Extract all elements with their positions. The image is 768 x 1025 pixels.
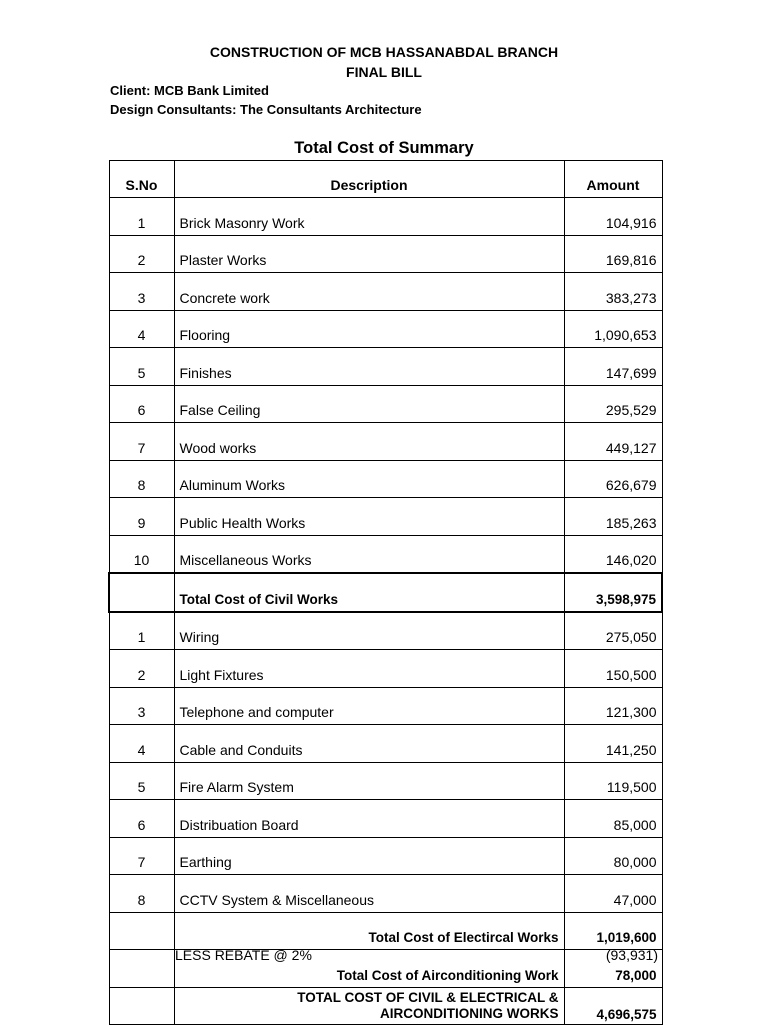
col-header-amount: Amount xyxy=(564,161,662,198)
sno-cell: 8 xyxy=(109,875,174,913)
table-row xyxy=(109,762,662,800)
sno-cell: 7 xyxy=(109,423,174,461)
electrical-total-amount: 1,019,600 xyxy=(564,912,662,950)
table-row xyxy=(109,725,662,763)
description-cell: Fire Alarm System xyxy=(174,762,564,800)
amount-cell: 141,250 xyxy=(564,725,662,763)
sno-cell: 3 xyxy=(109,273,174,311)
description-cell: Concrete work xyxy=(174,273,564,311)
amount-cell: 85,000 xyxy=(564,800,662,838)
table-row xyxy=(109,650,662,688)
aircon-total-label: Total Cost of Airconditioning Work xyxy=(174,950,564,988)
sno-cell: 2 xyxy=(109,235,174,273)
table-row xyxy=(109,423,662,461)
sno-cell: 4 xyxy=(109,725,174,763)
description-cell: False Ceiling xyxy=(174,385,564,423)
description-cell: Wiring xyxy=(174,612,564,650)
rebate-label: LESS REBATE @ 2% xyxy=(175,947,312,963)
grand-total-label-line2: AIRCONDITIONING WORKS xyxy=(380,1005,559,1021)
amount-cell: 80,000 xyxy=(564,837,662,875)
empty-cell xyxy=(109,912,174,950)
table-row xyxy=(109,687,662,725)
table-row xyxy=(109,837,662,875)
amount-cell: 626,679 xyxy=(564,460,662,498)
table-row xyxy=(109,612,662,650)
description-cell: Cable and Conduits xyxy=(174,725,564,763)
amount-cell: 47,000 xyxy=(564,875,662,913)
table-row xyxy=(109,498,662,536)
table-row xyxy=(109,273,662,311)
sno-cell: 5 xyxy=(109,348,174,386)
description-cell: CCTV System & Miscellaneous xyxy=(174,875,564,913)
civil-total-amount: 3,598,975 xyxy=(564,573,662,612)
description-cell: Telephone and computer xyxy=(174,687,564,725)
project-title: CONSTRUCTION OF MCB HASSANABDAL BRANCH xyxy=(209,44,559,60)
sno-cell: 3 xyxy=(109,687,174,725)
description-cell: Wood works xyxy=(174,423,564,461)
description-cell: Light Fixtures xyxy=(174,650,564,688)
sno-cell: 8 xyxy=(109,460,174,498)
amount-cell: 119,500 xyxy=(564,762,662,800)
amount-cell: 147,699 xyxy=(564,348,662,386)
sno-cell: 4 xyxy=(109,310,174,348)
sno-cell: 10 xyxy=(109,535,174,573)
client-line: Client: MCB Bank Limited xyxy=(110,83,269,98)
sno-cell: 2 xyxy=(109,650,174,688)
table-row xyxy=(109,198,662,236)
sno-cell: 7 xyxy=(109,837,174,875)
description-cell: Aluminum Works xyxy=(174,460,564,498)
description-cell: Plaster Works xyxy=(174,235,564,273)
col-header-sno: S.No xyxy=(109,161,174,198)
grand-total-row xyxy=(109,987,662,1024)
empty-cell xyxy=(109,573,174,612)
electrical-total-row xyxy=(109,912,662,950)
amount-cell: 275,050 xyxy=(564,612,662,650)
amount-cell: 169,816 xyxy=(564,235,662,273)
table-row xyxy=(109,235,662,273)
sno-cell: 1 xyxy=(109,612,174,650)
sno-cell: 5 xyxy=(109,762,174,800)
amount-cell: 146,020 xyxy=(564,535,662,573)
civil-total-label: Total Cost of Civil Works xyxy=(174,573,564,612)
table-header-row xyxy=(109,161,662,198)
empty-cell xyxy=(109,950,174,988)
grand-total-amount: 4,696,575 xyxy=(564,987,662,1024)
description-cell: Miscellaneous Works xyxy=(174,535,564,573)
empty-cell xyxy=(109,987,174,1024)
description-cell: Flooring xyxy=(174,310,564,348)
amount-cell: 104,916 xyxy=(564,198,662,236)
sno-cell: 9 xyxy=(109,498,174,536)
cost-summary-table xyxy=(108,160,663,1025)
table-row xyxy=(109,875,662,913)
bill-title: FINAL BILL xyxy=(346,64,422,80)
consultants-line: Design Consultants: The Consultants Architecture xyxy=(110,102,422,117)
rebate-amount: (93,931) xyxy=(605,947,658,963)
sno-cell: 1 xyxy=(109,198,174,236)
description-cell: Public Health Works xyxy=(174,498,564,536)
grand-total-label-line1: TOTAL COST OF CIVIL & ELECTRICAL & xyxy=(297,989,559,1005)
description-cell: Distribuation Board xyxy=(174,800,564,838)
grand-total-label xyxy=(174,987,564,1024)
sno-cell: 6 xyxy=(109,385,174,423)
table-row xyxy=(109,310,662,348)
description-cell: Brick Masonry Work xyxy=(174,198,564,236)
amount-cell: 295,529 xyxy=(564,385,662,423)
description-cell: Finishes xyxy=(174,348,564,386)
amount-cell: 185,263 xyxy=(564,498,662,536)
amount-cell: 121,300 xyxy=(564,687,662,725)
amount-cell: 1,090,653 xyxy=(564,310,662,348)
summary-title: Total Cost of Summary xyxy=(294,139,474,157)
description-cell: Earthing xyxy=(174,837,564,875)
table-row xyxy=(109,800,662,838)
aircon-total-amount: 78,000 xyxy=(564,950,662,988)
col-header-description: Description xyxy=(174,161,564,198)
table-row xyxy=(109,385,662,423)
table-row xyxy=(109,348,662,386)
table-row xyxy=(109,460,662,498)
table-row xyxy=(109,535,662,573)
electrical-total-label: Total Cost of Electircal Works xyxy=(174,912,564,950)
sno-cell: 6 xyxy=(109,800,174,838)
amount-cell: 383,273 xyxy=(564,273,662,311)
amount-cell: 150,500 xyxy=(564,650,662,688)
civil-total-row xyxy=(109,573,662,612)
amount-cell: 449,127 xyxy=(564,423,662,461)
